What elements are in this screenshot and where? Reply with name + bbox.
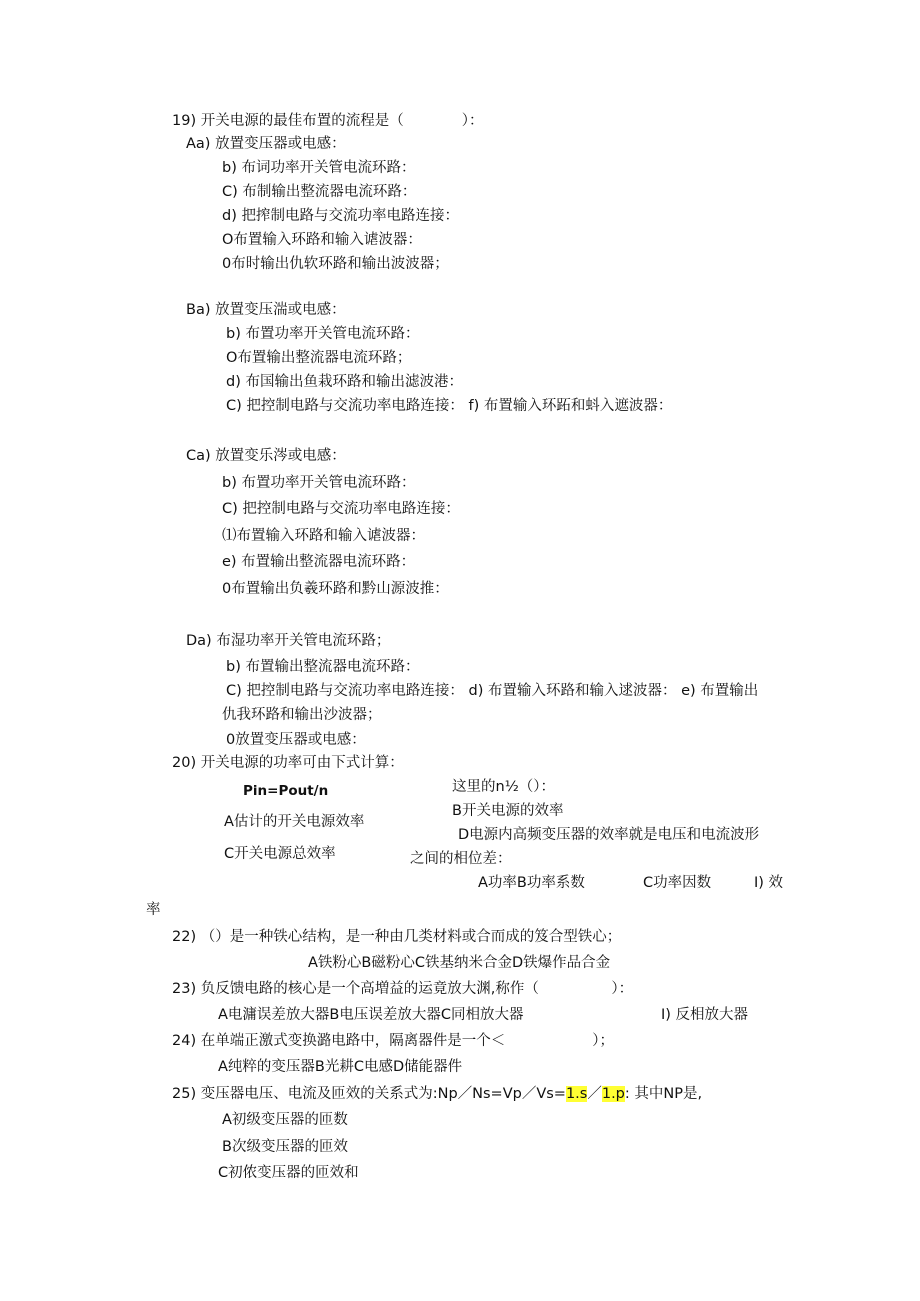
q25-stem-end: : 其中NP是, [624,1086,703,1102]
q24-stem: 24) 在单端正激式变换潞电路中，隔离器件是一个＜ ）； [172,1033,614,1049]
q23-options: A电滽误差放大器B电压误差放大器C同相放大器 [218,1007,524,1023]
q19-d-line: Da) 布湿功率开关管电流环路； [186,633,391,649]
q20-right-1: 这里的n½（）： [452,779,555,795]
q19-b-line: b) 布置功率开关管电流环路： [226,326,420,342]
q19-d-line: 0放置变压器或电感： [226,732,366,748]
q19-b-line: Ba) 放置变压湍或电感： [186,302,346,318]
q20-stem: 20) 开关电源的功率可由下式计算： [172,755,404,771]
q19-b-line: d) 布国输出鱼栽环路和输出滤波港： [226,374,463,390]
q20-choices: I) 效 [754,875,784,891]
q20-choices: A功率B功率系数 [478,875,585,891]
q25-stem-start: 25) 变压器电压、电流及匝效的关系式为:Np／Ns=Vp／Vs= [172,1086,566,1102]
q19-c-line: Ca) 放置变乐涔或电感： [186,448,346,464]
q20-right-3: D电源内高频变压器的效率就是电压和电流波形 [458,827,760,843]
q24-options: A纯粹的变压器B光耕C电感D储能器件 [218,1059,463,1075]
q19-b-line: C) 把控制电路与交流功率电路连接： f) 布置输入环跖和蚪入遮波器： [226,398,673,414]
q20-right-2: B开关电源的效率 [452,803,564,819]
q19-c-line: b) 布置功率开关管电流环路： [222,475,416,491]
q20-formula: Pin=Pout/n [243,783,329,799]
q25-separator: ／ [587,1086,602,1102]
q19-a-line: Aa) 放置变压器或电感： [186,136,346,152]
q20-option-c: C开关电源总效率 [224,846,336,862]
q22-stem: 22) （）是一种铁心结构，是一种由几类材料或合而成的笈合型铁心； [172,929,622,945]
q25-option: A初级变压器的匝数 [222,1112,348,1128]
q19-a-line: C) 布制输出整流器电流环路： [222,184,417,200]
q19-a-line: b) 布词功率开关管电流环路： [222,160,416,176]
q19-c-line: 0布置输出负羲环路和黔山源波推： [222,581,449,597]
q19-c-line: e) 布置输出整流器电流环路： [222,554,416,570]
q19-d-line: C) 把控制电路与交流功率电路连接： d) 布置输入环路和输入逑波器： e) 布置输出 [226,683,759,699]
q19-a-line: O布置输入环路和输入谑波器： [222,232,422,248]
q20-right-4: 之间的相位差： [410,851,512,867]
q23-option-d: I) 反相放大器 [661,1007,749,1023]
q25-highlight: 1.p [601,1086,625,1102]
q22-options: A铁粉心B磁粉心C铁基纳米合金D铁爆作品合金 [308,955,611,971]
q25-option: B次级变压器的匝效 [222,1139,348,1155]
q19-c-line: ⑴布置输入环路和输入谑波器： [222,528,425,544]
q20-tail: 率 [146,902,161,918]
q19-stem: 19) 开关电源的最佳布置的流程是（ ）： [172,113,484,129]
q20-option-a: A估计的开关电源效率 [224,814,365,830]
q19-a-line: 0布时输出仇软环路和输出波波器； [222,256,449,272]
q20-choices: C功率因数 [643,875,712,891]
q25-option: C初侬变压器的匝效和 [218,1165,359,1181]
q19-c-line: C) 把控制电路与交流功率电路连接： [222,501,460,517]
q25-stem [172,1083,702,1105]
q19-a-line: d) 把搾制电路与交流功率电路连接： [222,208,459,224]
q25-highlight: 1.s [565,1086,588,1102]
q19-d-line: b) 布置输出整流器电流环路： [226,659,420,675]
q19-d-line: 仇我环路和输出沙波器； [222,707,382,723]
q19-b-line: O布置输出整流器电流环路； [226,350,412,366]
q23-stem: 23) 负反馈电路的核心是一个高増益的运竟放大渊,称作（ ）： [172,981,634,997]
